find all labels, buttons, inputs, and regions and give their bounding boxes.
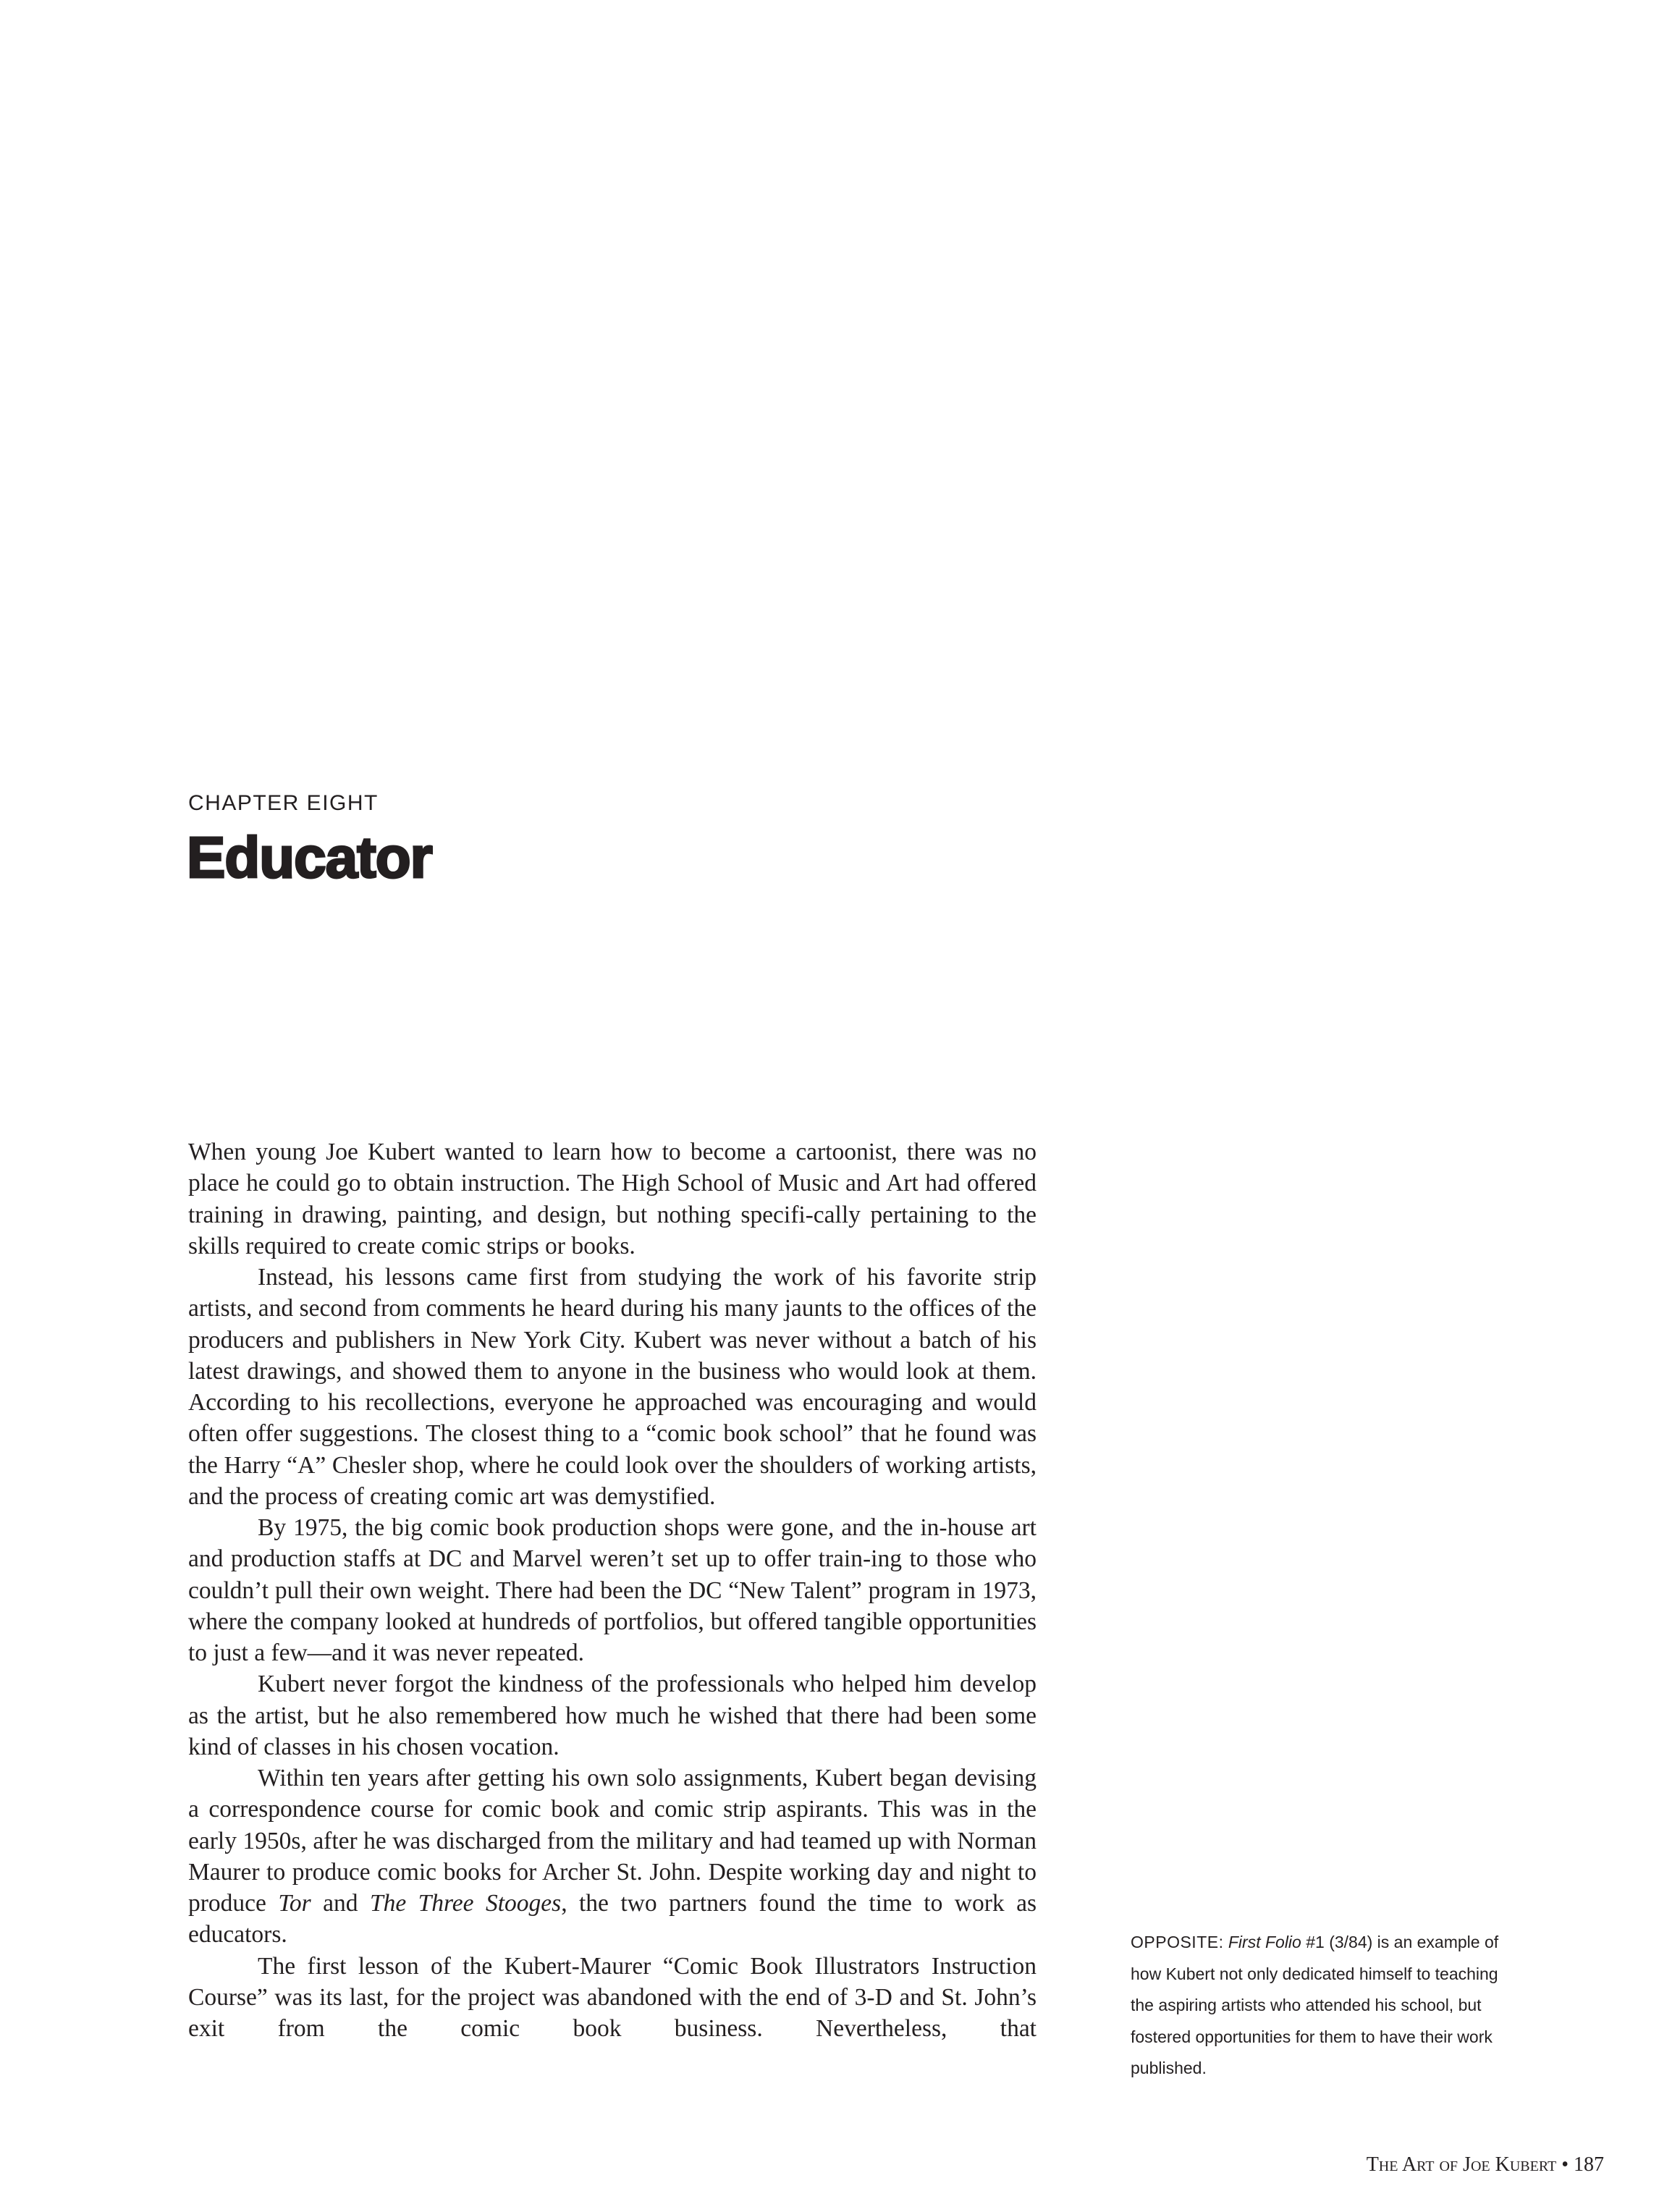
- title-tor: Tor: [278, 1890, 311, 1917]
- chapter-label: CHAPTER EIGHT: [188, 791, 379, 815]
- caption-label: OPPOSITE:: [1131, 1933, 1224, 1951]
- paragraph-5: [188, 1763, 1037, 1951]
- paragraph-2: Instead, his lessons came first from studying the work of his favorite strip artists, and second from comments he heard during his many jaunts to the offices of the producers and publishers in New York City. Kubert was never without a batch of his latest drawings, and showed them to anyone in the business who would look at them. According to his recollections, everyone he approached was encouraging and would often offer suggestions. The closest thing to a “comic book school” that he found was the Harry “A” Chesler shop, where he could look over the shoulders of working artists, and the process of creating comic art was demystified.: [188, 1264, 1037, 1510]
- paragraph-5-text-a: Within ten years after getting his own solo assignments, Kubert began devising a correspondence course for comic book and comic strip aspirants. This was in the early 1950s, after he was discharged from the military and had teamed up with Norman Maurer to produce comic books for Archer St. John. Despite working day and night to produce: [188, 1765, 1037, 1917]
- page-footer: [1367, 2152, 1604, 2178]
- title-three-stooges: The Three Stooges: [369, 1890, 562, 1917]
- image-caption: [1131, 1927, 1507, 2085]
- page-number: 187: [1574, 2153, 1604, 2176]
- body-text: [188, 1136, 1037, 2044]
- paragraph-6: The first lesson of the Kubert-Maurer “Comic Book Illustrators Instruction Course” was its last, for the project was abandoned with the end of 3-D and St. John’s exit from the comic book business. Nevertheless, that: [188, 1952, 1037, 2042]
- caption-title: First Folio: [1228, 1933, 1301, 1951]
- footer-book-title: The Art of Joe Kubert: [1366, 2153, 1557, 2176]
- chapter-title: Educator: [187, 825, 432, 890]
- paragraph-1: When young Joe Kubert wanted to learn how to become a cartoonist, there was no place he could go to obtain instruction. The High School of Music and Art had offered training in drawing, painting, and design, but nothing specifi-cally pertaining to the skills required to create comic strips or books.: [188, 1139, 1037, 1259]
- footer-separator: •: [1556, 2153, 1574, 2176]
- paragraph-3: By 1975, the big comic book production shops were gone, and the in-house art and production staffs at DC and Marvel weren’t set up to offer train-ing to those who couldn’t pull their own weight. There had been the DC “New Talent” program in 1973, where the company looked at hundreds of portfolios, but offered tangible opportunities to just a few—and it was never repeated.: [188, 1514, 1037, 1666]
- caption-text: #1 (3/84) is an example of how Kubert not only dedicated himself to teaching the aspiring artists who attended his school, but fostered opportunities for them to have their work published.: [1131, 1933, 1499, 2077]
- paragraph-4: Kubert never forgot the kindness of the professionals who helped him develop as the artist, but he also remembered how much he wished that there had been some kind of classes in his chosen vocation.: [188, 1671, 1037, 1760]
- paragraph-5-text-b: and: [311, 1890, 370, 1917]
- paragraph-5-text-c: , the two partners found the time to work as educators.: [188, 1890, 1037, 1949]
